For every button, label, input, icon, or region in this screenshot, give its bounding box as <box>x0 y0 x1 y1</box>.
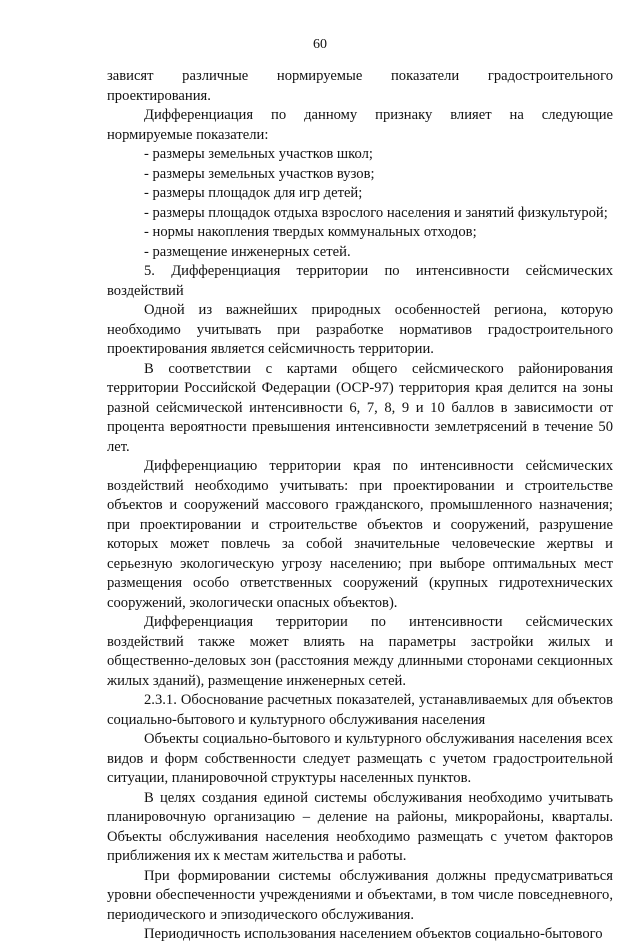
paragraph: Дифференциация территории по интенсивности сейсмических воздействий также может влиять на параметры застройки жилых и общественно-деловых зон (расстояния между длинными сторонами секционных жилых зданий), размещение инженерных сетей. <box>107 614 613 689</box>
list-item: - размещение инженерных сетей. <box>144 243 351 260</box>
paragraph: Одной из важнейших природных особенностей региона, которую необходимо учитывать при разработке нормативов градостроительного проектирования является сейсмичность территории. <box>107 302 613 357</box>
list-item: - размеры площадок отдыха взрослого населения и занятий физкультурой; <box>144 204 608 221</box>
list-item: - нормы накопления твердых коммунальных отходов; <box>144 224 477 240</box>
document-body <box>107 67 613 945</box>
paragraph: 5. Дифференциация территории по интенсивности сейсмических воздействий <box>107 263 613 299</box>
list-item: - размеры земельных участков школ; <box>144 146 373 162</box>
paragraph: Объекты социально-бытового и культурного обслуживания населения всех видов и форм собственности следует размещать с учетом градостроительной ситуации, планировочной структуры населенных пунктов. <box>107 731 613 786</box>
paragraph: зависят различные нормируемые показатели градостроительного проектирования. <box>107 68 613 104</box>
paragraph: При формировании системы обслуживания должны предусматриваться уровни обеспеченности учреждениями и объектами, в том числе повседневного, периодического и эпизодического обслуживания. <box>107 867 613 923</box>
paragraph: Дифференциация по данному признаку влияет на следующие нормируемые показатели: <box>107 107 613 143</box>
paragraph: В целях создания единой системы обслуживания необходимо учитывать планировочную организацию – деление на районы, микрорайоны, кварталы. Объекты обслуживания населения необходимо размещать с учетом факторов приближения их к местам жительства и работы. <box>107 789 613 864</box>
paragraph: 2.3.1. Обоснование расчетных показателей, устанавливаемых для объектов социально-бытового и культурного обслуживания населения <box>107 692 613 728</box>
page-number: 60 <box>313 37 327 52</box>
list-item: - размеры площадок для игр детей; <box>144 185 363 201</box>
paragraph: В соответствии с картами общего сейсмического районирования территории Российской Федерации (ОСР-97) территория края делится на зоны разной сейсмической интенсивности 6, 7, 8, 9 и 10 баллов в зависимости от процента вероятности превышения интенсивности землетрясений в течение 50 лет. <box>107 360 613 455</box>
list-item: - размеры земельных участков вузов; <box>144 165 375 182</box>
paragraph: Дифференциацию территории края по интенсивности сейсмических воздействий необходимо учитывать: при проектировании и строительстве объектов и сооружений массового гражданского, промышленного назначения; при проектировании и строительстве объектов и сооружений, разрушение которых может повлечь за собой значительные человеческие жертвы и серьезную экологическую угрозу населению; при выборе оптимальных мест размещения особо ответственных сооружений (крупных гидротехнических сооружений, экологически опасных объектов). <box>107 458 613 611</box>
paragraph: Периодичность использования населением объектов социально-бытового <box>144 926 603 942</box>
